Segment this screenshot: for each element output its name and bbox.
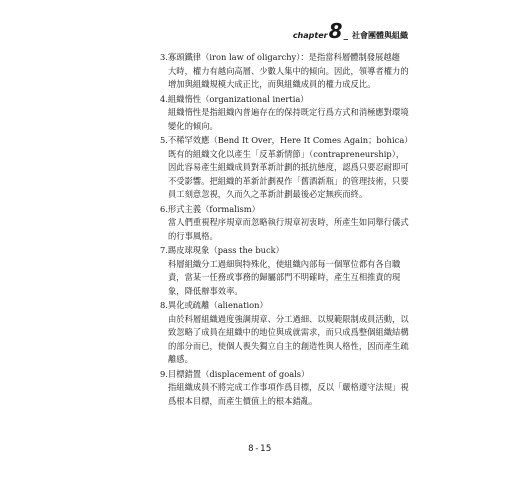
entry-body — [160, 258, 420, 299]
text-line: 因此容易產生組織成員對革新計劃的抵抗態度，認爲只要忍耐即可 — [168, 162, 409, 172]
entry-body — [160, 216, 420, 243]
entry-heading — [160, 93, 420, 107]
text-line: 指組織成員不將完成工作事項作爲目標，反以「嚴格遵守法規」視 — [168, 382, 409, 392]
list-item — [160, 299, 420, 367]
list-item — [160, 134, 420, 202]
text-line: 爲根本目標，而產生價值上的根本錯亂。 — [168, 395, 318, 406]
text-line: 科層組織分工過細與特殊化，使組織內部每一個單位都有各自職 — [168, 258, 401, 269]
text-line: 6.形式主義（formalism） — [160, 203, 260, 214]
text-line: 責，當某一任務或事務的歸屬部門不明確時，產生互相推責的現 — [168, 272, 401, 282]
text-line: 增加與組織規模大成正比，而與組織成員的權力成反比。 — [168, 79, 376, 89]
chapter-separator: _ — [343, 31, 348, 41]
page-content — [160, 51, 420, 409]
text-line: 象，降低辦事效率。 — [168, 285, 243, 296]
text-line: 既有的組織文化以產生「反革新情節」（contrapreneurship）， — [168, 148, 405, 159]
text-line: 組織惰性是指組織內普遍存在的保持既定行爲方式和消極應對環境 — [168, 107, 409, 117]
chapter-title: 社會團體與組織 — [352, 31, 408, 40]
text-line: 3.寡頭鐵律（iron law of oligarchy）：是指當科層體制發展越趨 — [160, 52, 400, 62]
page-number: 8-15 — [248, 444, 272, 454]
entry-heading — [160, 244, 420, 258]
entry-body — [160, 148, 420, 202]
text-line: 的行事風格。 — [168, 230, 218, 241]
entry-heading — [160, 368, 420, 382]
text-line: 離感。 — [168, 354, 193, 364]
text-line: 變化的傾向。 — [168, 120, 218, 131]
list-item — [160, 93, 420, 134]
entry-heading — [160, 203, 420, 217]
text-line: 由於科層組織過度強調規章、分工過細、以規範限制成員活動，以 — [168, 313, 409, 324]
list-item — [160, 51, 420, 92]
text-line: 4.組織惰性（organizational inertia） — [160, 93, 309, 104]
text-line: 9.目標錯置（displacement of goals） — [160, 368, 310, 379]
text-line: 員工刻意忽視，久而久之革新計劃最後必定無疾而終。 — [168, 189, 368, 199]
text-line: 8.異化或疏離（alienation） — [160, 300, 268, 310]
list-item — [160, 244, 420, 298]
entry-heading — [160, 134, 420, 148]
text-line: 的部分而已，使個人喪失獨立自主的創造性與人格性，因而產生疏 — [168, 340, 409, 351]
entry-body — [160, 313, 420, 367]
text-line: 致忽略了成員在組織中的地位與成就需求，而只成爲整個組織結構 — [168, 327, 409, 337]
chapter-number: 8 — [328, 19, 343, 43]
list-item — [160, 203, 420, 244]
text-line: 5.不稀罕效應（Bend It Over，Here It Comes Again；bohica） — [160, 135, 413, 145]
entry-heading — [160, 51, 420, 92]
text-line: 大時，權力有越向高層、少數人集中的傾向。因此，領導者權力的 — [168, 65, 409, 76]
entry-body — [160, 381, 420, 408]
entry-body — [160, 106, 420, 133]
chapter-word: chapter — [292, 31, 328, 40]
running-header — [293, 21, 408, 41]
text-line: 不受影響。把組織的革新計劃視作「舊酒新瓶」的管理技術，只要 — [168, 175, 409, 186]
entry-heading — [160, 299, 420, 313]
list-item — [160, 368, 420, 409]
text-line: 當人們重視程序規章而忽略執行規章初衷時，所產生如同舉行儀式 — [168, 217, 409, 227]
text-line: 7.踢皮球現象（pass the buck） — [160, 245, 284, 255]
